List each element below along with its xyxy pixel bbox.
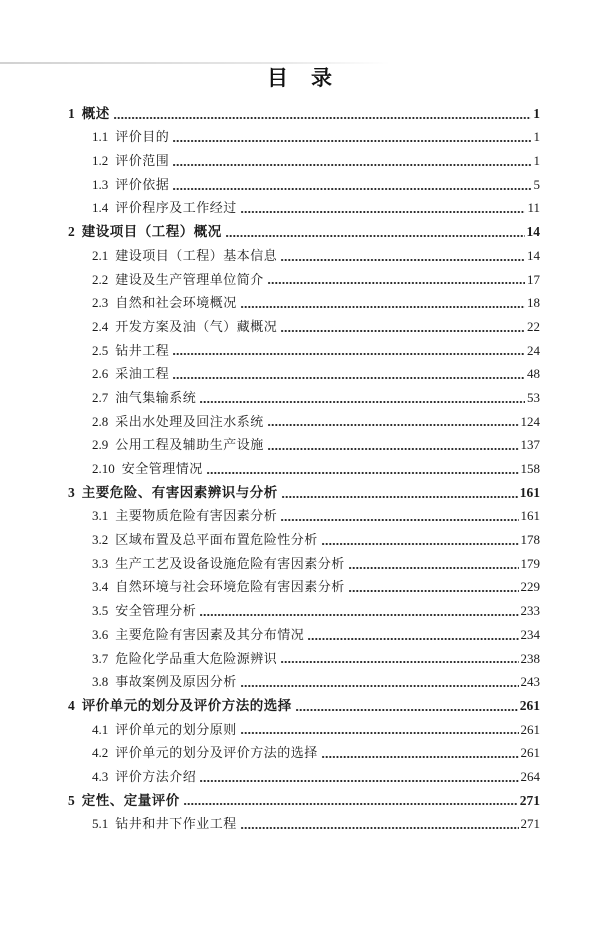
toc-entry-page: 17 — [527, 271, 540, 287]
toc-entry — [68, 643, 540, 667]
toc-entry-number: 4 — [68, 697, 75, 713]
toc-entry-page: 161 — [520, 508, 540, 524]
toc-entry-title: 生产工艺及设备设施危险有害因素分析 — [115, 555, 345, 571]
document-page — [0, 62, 600, 942]
dot-leader — [241, 685, 519, 687]
toc-entry-page: 1 — [533, 153, 540, 169]
toc-entry-number: 2.9 — [92, 437, 109, 453]
toc-entry-number: 2.7 — [92, 389, 109, 405]
toc-entry-page: 261 — [520, 745, 540, 761]
toc-entry — [68, 714, 540, 738]
toc-entry-page: 238 — [520, 650, 540, 666]
page-title: 目 录 — [267, 66, 333, 90]
dot-leader — [226, 235, 525, 237]
toc-entry-title: 建设项目（工程）基本信息 — [115, 247, 278, 263]
toc-entry — [68, 809, 540, 833]
toc-entry — [68, 785, 540, 809]
toc-entry — [68, 145, 540, 169]
toc-entry-title: 建设及生产管理单位简介 — [115, 271, 264, 287]
dot-leader — [207, 472, 519, 474]
toc-entry — [68, 572, 540, 596]
toc-entry-title: 区域布置及总平面布置危险性分析 — [115, 532, 318, 548]
toc-entry-page: 161 — [519, 484, 540, 500]
dot-leader — [114, 117, 532, 119]
toc-entry-number: 2.3 — [92, 295, 109, 311]
toc-entry — [68, 216, 540, 240]
toc-entry-number: 5.1 — [92, 816, 109, 832]
toc-entry-number: 3.7 — [92, 650, 109, 666]
toc-entry-page: 5 — [533, 176, 540, 192]
toc-entry-title: 评价单元的划分及评价方法的选择 — [115, 745, 318, 761]
toc-entry-page: 11 — [527, 200, 540, 216]
toc-entry-title: 评价范围 — [115, 153, 170, 169]
toc-entry-title: 评价单元的划分及评价方法的选择 — [81, 697, 292, 713]
toc-entry — [68, 738, 540, 762]
toc-entry-page: 261 — [520, 721, 540, 737]
dot-leader — [281, 519, 518, 521]
toc-entry-page: 271 — [519, 792, 540, 808]
toc-entry-title: 主要物质危险有害因素分析 — [115, 508, 278, 524]
dot-leader — [268, 448, 519, 450]
toc-entry-number: 3 — [68, 484, 75, 500]
toc-entry-page: 234 — [520, 626, 540, 642]
toc-entry-page: 1 — [533, 105, 540, 121]
dot-leader — [200, 780, 518, 782]
toc-entry — [68, 453, 540, 477]
toc-entry-number: 3.2 — [92, 532, 109, 548]
toc-entry-title: 安全管理分析 — [115, 603, 197, 619]
toc-entry-title: 采出水处理及回注水系统 — [115, 413, 264, 429]
dot-leader — [200, 614, 518, 616]
table-of-contents — [68, 98, 540, 832]
toc-entry-number: 4.1 — [92, 721, 109, 737]
toc-entry-title: 评价依据 — [115, 176, 170, 192]
toc-entry-title: 自然和社会环境概况 — [115, 295, 237, 311]
toc-entry-title: 钻井和井下作业工程 — [115, 816, 237, 832]
toc-entry-page: 1 — [533, 129, 540, 145]
toc-entry — [68, 122, 540, 146]
dot-leader — [173, 164, 531, 166]
toc-entry — [68, 335, 540, 359]
toc-entry-title: 采油工程 — [115, 366, 170, 382]
toc-entry-page: 124 — [520, 413, 540, 429]
dot-leader — [281, 661, 518, 663]
toc-entry-title: 评价程序及工作经过 — [115, 200, 237, 216]
toc-entry-number: 2.8 — [92, 413, 109, 429]
toc-entry-page: 233 — [520, 603, 540, 619]
toc-entry-number: 3.8 — [92, 674, 109, 690]
toc-entry-page: 243 — [520, 674, 540, 690]
dot-leader — [349, 590, 519, 592]
dot-leader — [241, 827, 519, 829]
toc-entry-title: 评价目的 — [115, 129, 170, 145]
toc-entry-number: 1.3 — [92, 176, 109, 192]
toc-entry — [68, 98, 540, 122]
toc-entry — [68, 311, 540, 335]
toc-entry — [68, 667, 540, 691]
dot-leader — [241, 732, 519, 734]
toc-entry-number: 2 — [68, 224, 75, 240]
toc-entry-page: 158 — [520, 461, 540, 476]
toc-entry — [68, 595, 540, 619]
dot-leader — [241, 211, 526, 213]
toc-entry-title: 钻井工程 — [115, 342, 170, 358]
toc-entry-page: 14 — [527, 247, 540, 263]
toc-entry — [68, 690, 540, 714]
dot-leader — [241, 306, 525, 308]
toc-entry-number: 3.5 — [92, 603, 109, 619]
toc-entry-title: 建设项目（工程）概况 — [81, 224, 222, 240]
toc-entry — [68, 761, 540, 785]
toc-entry-number: 4.3 — [92, 768, 109, 784]
dot-leader — [349, 567, 519, 569]
toc-entry-title: 定性、定量评价 — [81, 792, 180, 808]
toc-entry-page: 14 — [526, 224, 540, 240]
toc-entry-number: 3.4 — [92, 579, 109, 595]
toc-entry-number: 1.4 — [92, 200, 109, 216]
toc-entry-page: 264 — [520, 768, 540, 784]
toc-entry-title: 概述 — [81, 105, 110, 121]
toc-entry-title: 开发方案及油（气）藏概况 — [115, 318, 278, 334]
toc-entry — [68, 382, 540, 406]
toc-entry — [68, 359, 540, 383]
dot-leader — [322, 756, 519, 758]
toc-entry-page: 18 — [527, 295, 540, 311]
dot-leader — [282, 496, 518, 498]
toc-entry-number: 1.1 — [92, 129, 109, 145]
toc-entry — [68, 193, 540, 217]
toc-entry-page: 137 — [520, 437, 540, 453]
toc-entry — [68, 501, 540, 525]
toc-entry — [68, 619, 540, 643]
dot-leader — [322, 543, 519, 545]
dot-leader — [173, 140, 531, 142]
toc-entry — [68, 240, 540, 264]
dot-leader — [308, 638, 518, 640]
toc-entry-title: 自然环境与社会环境危险有害因素分析 — [115, 579, 345, 595]
toc-entry-number: 2.1 — [92, 247, 109, 263]
toc-entry-number: 2.5 — [92, 342, 109, 358]
dot-leader — [281, 330, 525, 332]
toc-entry-title: 事故案例及原因分析 — [115, 674, 237, 690]
toc-entry-title: 评价单元的划分原则 — [115, 721, 237, 737]
toc-entry-page: 271 — [520, 816, 540, 832]
dot-leader — [173, 188, 531, 190]
toc-entry-title: 评价方法介绍 — [115, 768, 197, 784]
toc-entry-page: 24 — [527, 342, 540, 358]
dot-leader — [281, 259, 525, 261]
toc-entry-page: 48 — [527, 366, 540, 382]
toc-entry — [68, 524, 540, 548]
toc-entry-number: 3.1 — [92, 508, 109, 524]
toc-entry-page: 178 — [520, 532, 540, 548]
toc-entry-number: 3.3 — [92, 555, 109, 571]
toc-entry — [68, 430, 540, 454]
toc-entry-number: 4.2 — [92, 745, 109, 761]
toc-entry-title: 油气集输系统 — [115, 389, 197, 405]
toc-entry-title: 主要危险、有害因素辨识与分析 — [81, 484, 278, 500]
dot-leader — [173, 353, 525, 355]
scan-edge-artifact — [0, 62, 390, 64]
toc-entry — [68, 288, 540, 312]
dot-leader — [184, 803, 518, 805]
toc-entry-page: 22 — [527, 318, 540, 334]
toc-entry-page: 179 — [520, 555, 540, 571]
toc-entry-title: 主要危险有害因素及其分布情况 — [115, 626, 305, 642]
dot-leader — [268, 424, 519, 426]
toc-entry-number: 2.10 — [92, 461, 115, 476]
toc-entry-title: 安全管理情况 — [121, 461, 203, 476]
toc-entry-number: 3.6 — [92, 626, 109, 642]
toc-entry-number: 2.6 — [92, 366, 109, 382]
toc-entry-number: 1 — [68, 105, 75, 121]
toc-entry-number: 2.4 — [92, 318, 109, 334]
toc-entry-number: 2.2 — [92, 271, 109, 287]
toc-entry — [68, 169, 540, 193]
toc-entry-title: 危险化学品重大危险源辨识 — [115, 650, 278, 666]
toc-entry-number: 5 — [68, 792, 75, 808]
dot-leader — [296, 709, 518, 711]
dot-leader — [268, 282, 525, 284]
toc-entry-page: 229 — [520, 579, 540, 595]
toc-entry-title: 公用工程及辅助生产设施 — [115, 437, 264, 453]
dot-leader — [173, 377, 525, 379]
toc-entry-page: 53 — [527, 389, 540, 405]
dot-leader — [200, 401, 525, 403]
toc-entry — [68, 548, 540, 572]
toc-entry-number: 1.2 — [92, 153, 109, 169]
toc-entry-page: 261 — [519, 697, 540, 713]
toc-entry — [68, 264, 540, 288]
toc-entry — [68, 477, 540, 501]
toc-entry — [68, 406, 540, 430]
